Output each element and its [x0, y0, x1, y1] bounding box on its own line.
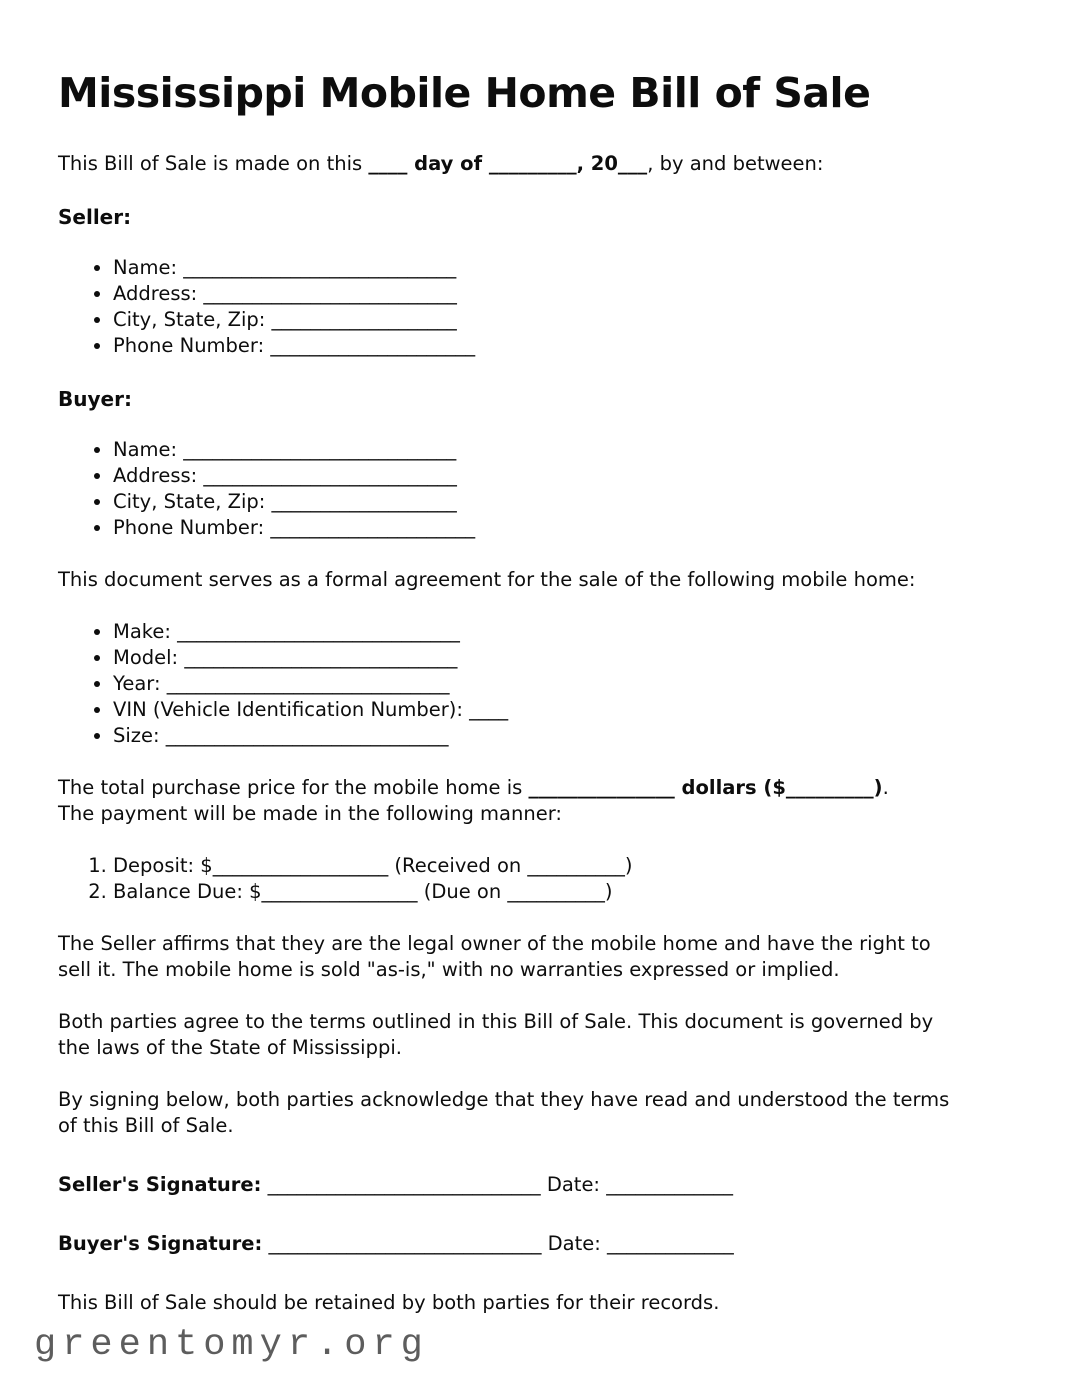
buyer-city-state-zip-field: • City, State, Zip: ___________________: [113, 489, 1015, 515]
price-line-2: The payment will be made in the following manner:: [58, 802, 562, 826]
seller-name-field: • Name: ____________________________: [113, 255, 1015, 281]
watermark-text: greentomyr.org: [34, 1324, 429, 1366]
price-paragraph: [58, 775, 1015, 827]
seller-signature-label: Seller's Signature:: [58, 1173, 262, 1197]
home-year-field: • Year: _____________________________: [113, 671, 1015, 697]
affirmation-line-2: sell it. The mobile home is sold "as-is," with no warranties expressed or implied.: [58, 958, 840, 982]
price-line-1: [58, 775, 1015, 801]
governing-law-paragraph: [58, 1009, 1015, 1061]
acknowledgement-line-2: of this Bill of Sale.: [58, 1114, 234, 1138]
home-size-field: • Size: _____________________________: [113, 723, 1015, 749]
seller-address-field: • Address: __________________________: [113, 281, 1015, 307]
home-model-field: • Model: ____________________________: [113, 645, 1015, 671]
retention-note: This Bill of Sale should be retained by both parties for their records.: [58, 1291, 720, 1315]
price-text-start: The total purchase price for the mobile home is: [58, 776, 529, 800]
seller-heading: Seller:: [58, 205, 132, 230]
page-title: Mississippi Mobile Home Bill of Sale: [58, 69, 871, 117]
buyer-signature-line: ____________________________: [262, 1232, 548, 1256]
seller-affirmation-paragraph: [58, 931, 1015, 983]
seller-date-label: Date:: [546, 1173, 601, 1197]
buyer-phone-field: • Phone Number: _____________________: [113, 515, 1015, 541]
payment-list: [58, 853, 1015, 905]
intro-text-start: This Bill of Sale is made on this: [58, 152, 369, 176]
price-text-period: .: [882, 776, 889, 800]
intro-date-blanks: ____ day of _________, 20___: [368, 152, 648, 176]
home-make-field: • Make: _____________________________: [113, 619, 1015, 645]
price-amount-blanks: _______________ dollars ($_________): [528, 776, 883, 800]
intro-text-end: , by and between:: [647, 152, 824, 176]
buyer-signature-row: [58, 1231, 1015, 1257]
buyer-date-line: _____________: [600, 1232, 734, 1256]
home-vin-field: • VIN (Vehicle Identification Number): ____: [113, 697, 1015, 723]
home-field-list: [58, 619, 1015, 749]
buyer-name-field: • Name: ____________________________: [113, 437, 1015, 463]
payment-balance-item: 2. Balance Due: $________________ (Due on __________): [113, 879, 1015, 905]
home-intro-paragraph: This document serves as a formal agreement for the sale of the following mobile home:: [58, 568, 916, 592]
seller-signature-line: ____________________________: [261, 1173, 547, 1197]
buyer-address-field: • Address: __________________________: [113, 463, 1015, 489]
governing-law-line-2: the laws of the State of Mississippi.: [58, 1036, 402, 1060]
buyer-signature-label: Buyer's Signature:: [58, 1232, 263, 1256]
acknowledgement-line-1: By signing below, both parties acknowledge that they have read and understood the terms: [58, 1088, 950, 1112]
seller-signature-row: [58, 1172, 1015, 1198]
governing-law-line-1: Both parties agree to the terms outlined in this Bill of Sale. This document is governed by: [58, 1010, 934, 1034]
seller-date-line: _____________: [600, 1173, 733, 1197]
intro-line: [58, 151, 1015, 177]
payment-deposit-item: 1. Deposit: $__________________ (Received on __________): [113, 853, 1015, 879]
buyer-heading: Buyer:: [58, 387, 132, 412]
buyer-field-list: [58, 437, 1015, 541]
seller-field-list: [58, 255, 1015, 359]
seller-city-state-zip-field: • City, State, Zip: ___________________: [113, 307, 1015, 333]
seller-phone-field: • Phone Number: _____________________: [113, 333, 1015, 359]
buyer-date-label: Date:: [547, 1232, 601, 1256]
affirmation-line-1: The Seller affirms that they are the legal owner of the mobile home and have the right to: [58, 932, 931, 956]
acknowledgement-paragraph: [58, 1087, 1015, 1139]
